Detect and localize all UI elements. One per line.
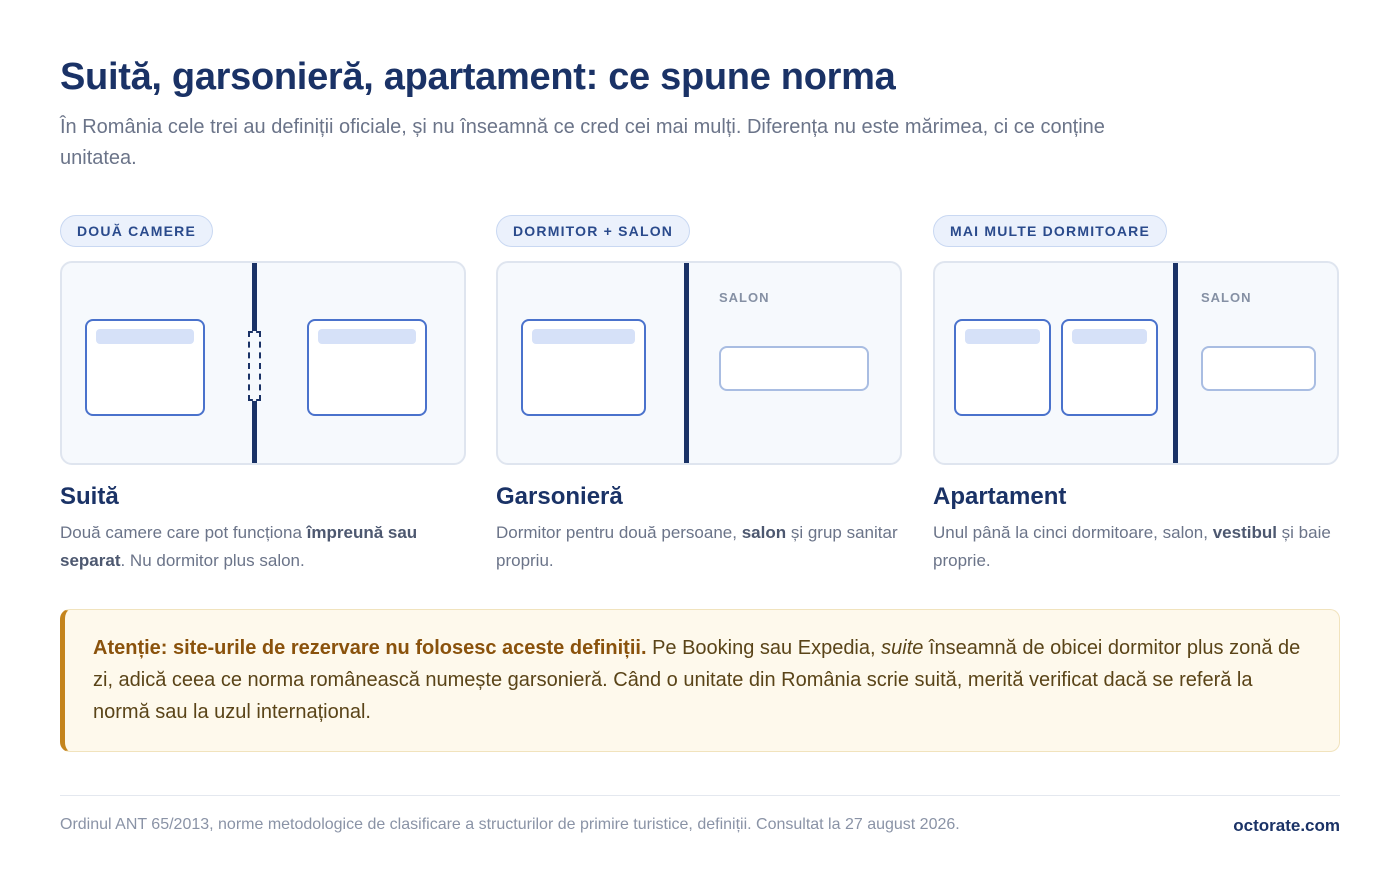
- partition-wall: [1173, 263, 1178, 463]
- unit-name: Apartament: [933, 483, 1067, 510]
- connecting-door: [248, 331, 261, 401]
- salon-label: SALON: [1201, 290, 1252, 305]
- unit-badge: DORMITOR + SALON: [496, 215, 690, 247]
- bed-icon: [318, 329, 416, 344]
- bed-icon: [96, 329, 194, 344]
- partition-wall: [684, 263, 689, 463]
- bedroom-room: [521, 319, 646, 416]
- unit-description: Dormitor pentru două persoane, salon și grup sanitar propriu.: [496, 523, 898, 570]
- bedroom-room: [85, 319, 205, 416]
- source-citation: Ordinul ANT 65/2013, norme metodologice de clasificare a structurilor de primire turistice, definiții. Consultat la 27 august 2026.: [60, 816, 960, 833]
- warning-callout: Atenție: site-urile de rezervare nu folosesc aceste definiții. Pe Booking sau Expedia, suite înseamnă de obicei dormitor plus zonă de zi, adică ceea ce norma românească numește garsonieră. Când o unitate din România scrie suită, merită verificat dacă se referă la normă sau la uzul internațional.: [60, 609, 1340, 752]
- floor-plan-suita: [60, 261, 466, 465]
- bed-icon: [532, 329, 635, 344]
- unit-card-garsoniera: [496, 215, 902, 575]
- bedroom-room: [954, 319, 1051, 416]
- sofa-icon: [1201, 346, 1316, 391]
- bed-icon: [965, 329, 1040, 344]
- floor-plan-apartament: [933, 261, 1339, 465]
- unit-badge: DOUĂ CAMERE: [60, 215, 213, 247]
- unit-description: Două camere care pot funcționa împreună sau separat. Nu dormitor plus salon.: [60, 523, 418, 570]
- page-title: Suită, garsonieră, apartament: ce spune norma: [60, 56, 896, 98]
- unit-name: Suită: [60, 483, 119, 510]
- unit-card-suita: [60, 215, 466, 575]
- brand-link[interactable]: octorate.com: [1233, 816, 1340, 835]
- unit-card-apartament: [933, 215, 1339, 575]
- page-subtitle: În România cele trei au definiții oficiale, și nu înseamnă ce cred cei mai mulți. Diferența nu este mărimea, ci ce conține unitatea.: [60, 116, 1105, 169]
- sofa-icon: [719, 346, 869, 391]
- bedroom-room: [1061, 319, 1158, 416]
- unit-badge: MAI MULTE DORMITOARE: [933, 215, 1167, 247]
- unit-description: Unul până la cinci dormitoare, salon, vestibul și baie proprie.: [933, 523, 1331, 570]
- warning-heading: Atenție: site-urile de rezervare nu folosesc aceste definiții.: [93, 637, 647, 659]
- floor-plan-garsoniera: [496, 261, 902, 465]
- salon-label: SALON: [719, 290, 770, 305]
- footer-divider: [60, 795, 1340, 796]
- unit-name: Garsonieră: [496, 483, 623, 510]
- bed-icon: [1072, 329, 1147, 344]
- bedroom-room: [307, 319, 427, 416]
